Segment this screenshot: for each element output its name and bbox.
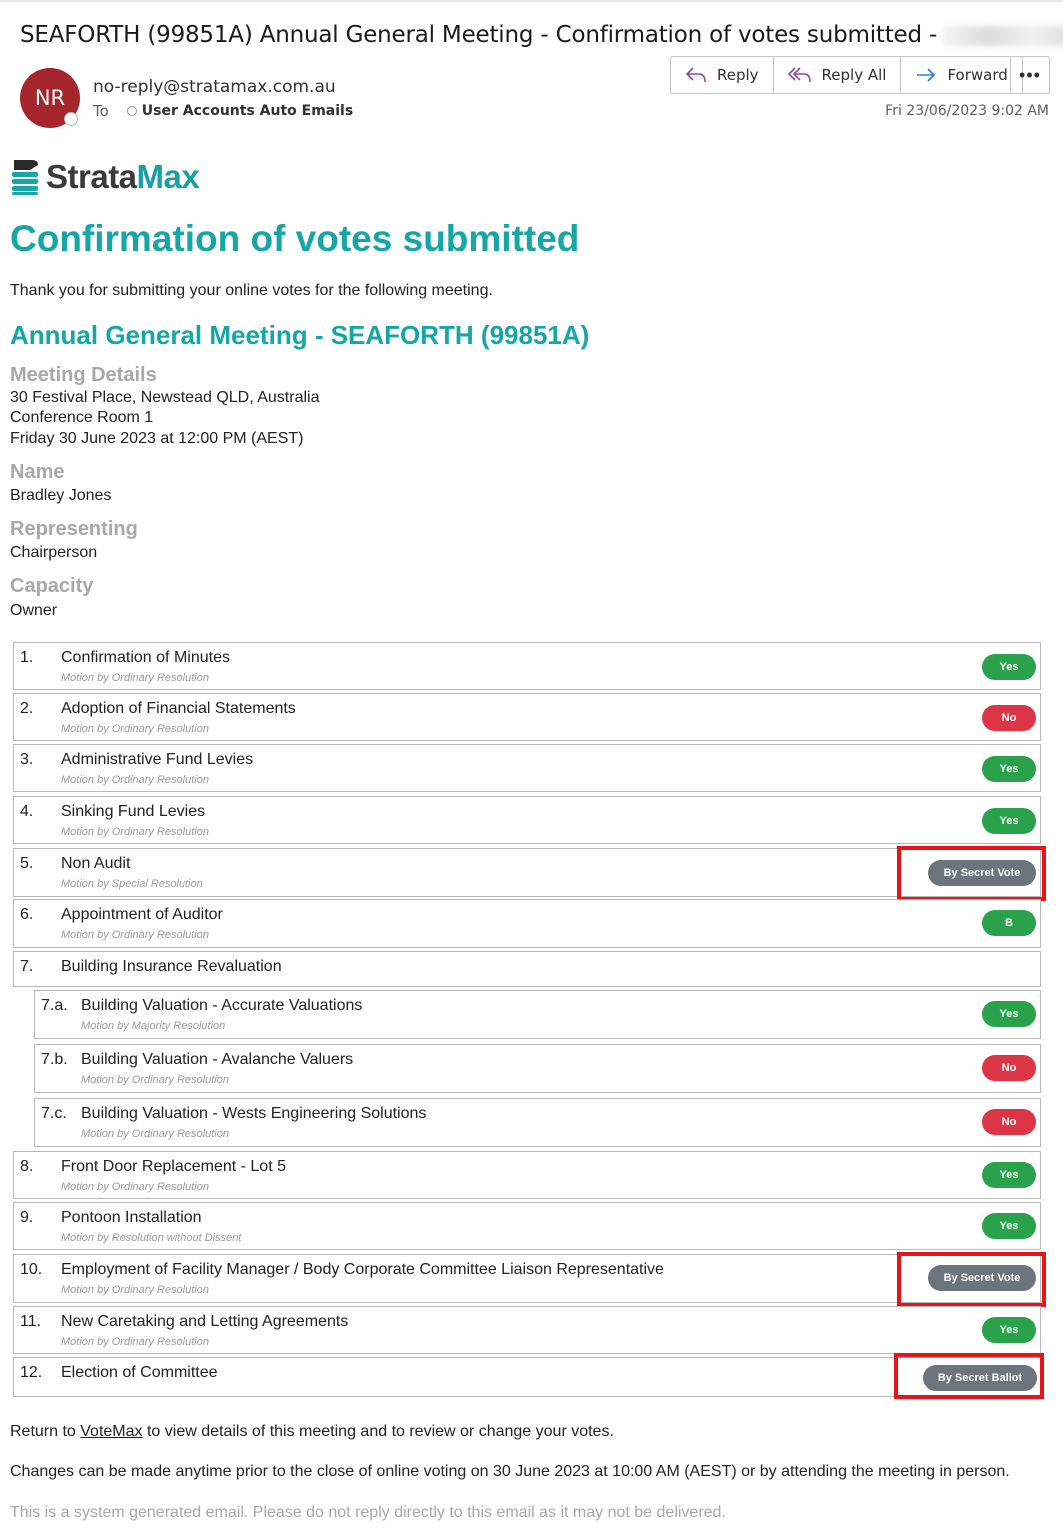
motion-title: Building Insurance Revaluation — [61, 958, 282, 975]
reply-button[interactable] — [671, 57, 774, 93]
motion-row — [13, 1151, 1041, 1199]
motion-row — [34, 1098, 1041, 1147]
motion-title: Building Valuation - Avalanche Valuers — [81, 1051, 354, 1068]
motion-number: 7. — [20, 958, 34, 975]
highlight-box — [894, 1353, 1044, 1399]
vote-badge: Yes — [982, 1001, 1036, 1027]
vote-badge: By Secret Vote — [928, 860, 1036, 886]
vote-badge: No — [982, 1109, 1036, 1135]
more-icon: ••• — [1019, 64, 1041, 85]
recipient-presence-icon — [127, 106, 137, 116]
meeting-datetime: Friday 30 June 2023 at 12:00 PM (AEST) — [10, 430, 304, 447]
stratamax-logo-icon — [10, 158, 40, 196]
motion-number: 4. — [20, 803, 34, 820]
voter-name: Bradley Jones — [10, 487, 112, 504]
motion-title: Administrative Fund Levies — [61, 751, 254, 768]
recipient[interactable]: User Accounts Auto Emails — [141, 103, 354, 119]
sender-address[interactable]: no-reply@stratamax.com.au — [93, 77, 336, 97]
motion-row — [13, 1357, 1041, 1397]
motion-number: 3. — [20, 751, 34, 768]
motion-row — [13, 1306, 1041, 1354]
motion-title: Adoption of Financial Statements — [61, 700, 296, 717]
motion-row — [13, 951, 1041, 987]
highlight-box — [897, 846, 1046, 901]
forward-label: Forward — [947, 66, 1008, 84]
motion-number: 8. — [20, 1158, 34, 1175]
more-actions-button[interactable] — [1010, 56, 1050, 94]
votemax-link[interactable]: VoteMax — [80, 1423, 143, 1440]
forward-icon — [915, 66, 937, 84]
motion-resolution-type: Motion by Resolution without Dissent — [61, 1232, 242, 1244]
system-notice: This is a system generated email. Please do not reply directly to this email as it may not be delivered. — [10, 1504, 726, 1521]
vote-badge: Yes — [982, 1162, 1036, 1188]
vote-badge: Yes — [982, 756, 1036, 782]
reply-icon — [685, 66, 707, 84]
motion-row — [34, 1044, 1041, 1093]
motion-resolution-type: Motion by Ordinary Resolution — [61, 1284, 209, 1296]
to-line — [93, 102, 353, 120]
motion-title: Election of Committee — [61, 1364, 218, 1381]
reply-all-label: Reply All — [821, 66, 887, 84]
return-post: to view details of this meeting and to review or change your votes. — [146, 1423, 614, 1440]
motion-resolution-type: Motion by Special Resolution — [61, 878, 203, 890]
reply-label: Reply — [717, 66, 759, 84]
redacted-recipient — [943, 26, 1063, 46]
motion-resolution-type: Motion by Ordinary Resolution — [61, 774, 209, 786]
motion-number: 12. — [20, 1364, 43, 1381]
motion-number: 9. — [20, 1209, 34, 1226]
motion-number: 7.c. — [41, 1105, 67, 1122]
vote-badge: By Secret Vote — [928, 1265, 1036, 1291]
message-actions — [670, 56, 1023, 94]
motion-row — [13, 796, 1041, 844]
vote-badge: Yes — [982, 808, 1036, 834]
motion-resolution-type: Motion by Ordinary Resolution — [61, 723, 209, 735]
motion-row — [34, 990, 1041, 1039]
motion-title: Front Door Replacement - Lot 5 — [61, 1158, 286, 1175]
motion-row — [13, 744, 1041, 792]
motion-resolution-type: Motion by Majority Resolution — [81, 1020, 226, 1032]
motion-title: Building Valuation - Accurate Valuations — [81, 997, 363, 1014]
email-subject: SEAFORTH (99851A) Annual General Meeting - Confirmation of votes submitted - — [20, 22, 1063, 48]
name-label: Name — [10, 461, 65, 483]
intro-text: Thank you for submitting your online votes for the following meeting. — [10, 282, 493, 299]
motion-title: Employment of Facility Manager / Body Corporate Committee Liaison Representative — [61, 1261, 664, 1278]
presence-icon — [64, 112, 78, 126]
vote-badge: No — [982, 705, 1036, 731]
motion-row — [13, 1202, 1041, 1250]
page-title: Confirmation of votes submitted — [10, 218, 580, 259]
capacity-label: Capacity — [10, 575, 94, 597]
motion-row — [13, 848, 1041, 897]
capacity-value: Owner — [10, 602, 58, 619]
motion-number: 6. — [20, 906, 34, 923]
motion-resolution-type: Motion by Ordinary Resolution — [81, 1128, 229, 1140]
motion-number: 11. — [20, 1313, 42, 1330]
forward-button[interactable] — [901, 57, 1021, 93]
motion-title: Confirmation of Minutes — [61, 649, 230, 666]
motion-number: 10. — [20, 1261, 43, 1278]
vote-badge: Yes — [982, 1213, 1036, 1239]
meeting-details-label: Meeting Details — [10, 364, 157, 386]
motion-number: 5. — [20, 855, 34, 872]
changes-text: Changes can be made anytime prior to the close of online voting on 30 June 2023 at 10:00 AM (AEST) or by attending the meeting in person. — [10, 1463, 1010, 1480]
reply-all-icon — [788, 66, 812, 84]
motion-number: 7.a. — [41, 997, 68, 1014]
motion-number: 1. — [20, 649, 34, 666]
motion-resolution-type: Motion by Ordinary Resolution — [61, 672, 209, 684]
motion-row — [13, 899, 1041, 948]
return-pre: Return to — [10, 1423, 76, 1440]
motion-row — [13, 642, 1041, 690]
motion-title: Appointment of Auditor — [61, 906, 223, 923]
motion-resolution-type: Motion by Ordinary Resolution — [61, 826, 209, 838]
highlight-box — [897, 1252, 1046, 1307]
logo-text-max: Max — [136, 158, 200, 195]
meeting-room: Conference Room 1 — [10, 409, 154, 426]
vote-badge: Yes — [982, 654, 1036, 680]
motion-resolution-type: Motion by Ordinary Resolution — [61, 1336, 209, 1348]
motion-title: Sinking Fund Levies — [61, 803, 206, 820]
meeting-address: 30 Festival Place, Newstead QLD, Australia — [10, 389, 320, 406]
top-border — [0, 0, 1063, 2]
motion-title: Non Audit — [61, 855, 131, 872]
meeting-title: Annual General Meeting - SEAFORTH (99851A) — [10, 320, 590, 350]
reply-all-button[interactable] — [774, 57, 902, 93]
stratamax-logo — [10, 158, 199, 196]
motion-row — [13, 1254, 1041, 1303]
vote-badge: B — [982, 910, 1036, 936]
representing-label: Representing — [10, 518, 138, 540]
motion-title: New Caretaking and Letting Agreements — [61, 1313, 349, 1330]
return-text — [10, 1423, 614, 1441]
motion-resolution-type: Motion by Ordinary Resolution — [61, 1181, 209, 1193]
vote-badge: By Secret Ballot — [923, 1365, 1037, 1391]
motion-title: Pontoon Installation — [61, 1209, 202, 1226]
motion-resolution-type: Motion by Ordinary Resolution — [81, 1074, 229, 1086]
to-label: To — [93, 102, 109, 120]
motion-title: Building Valuation - Wests Engineering Solutions — [81, 1105, 427, 1122]
motion-number: 2. — [20, 700, 34, 717]
motion-row — [13, 693, 1041, 741]
representing-value: Chairperson — [10, 544, 98, 561]
vote-badge: No — [982, 1055, 1036, 1081]
logo-text-strata: Strata — [46, 158, 137, 195]
vote-badge: Yes — [982, 1317, 1036, 1343]
motion-number: 7.b. — [41, 1051, 68, 1068]
sent-date: Fri 23/06/2023 9:02 AM — [885, 103, 1049, 119]
motion-resolution-type: Motion by Ordinary Resolution — [61, 929, 209, 941]
avatar-initials: NR — [34, 86, 66, 110]
